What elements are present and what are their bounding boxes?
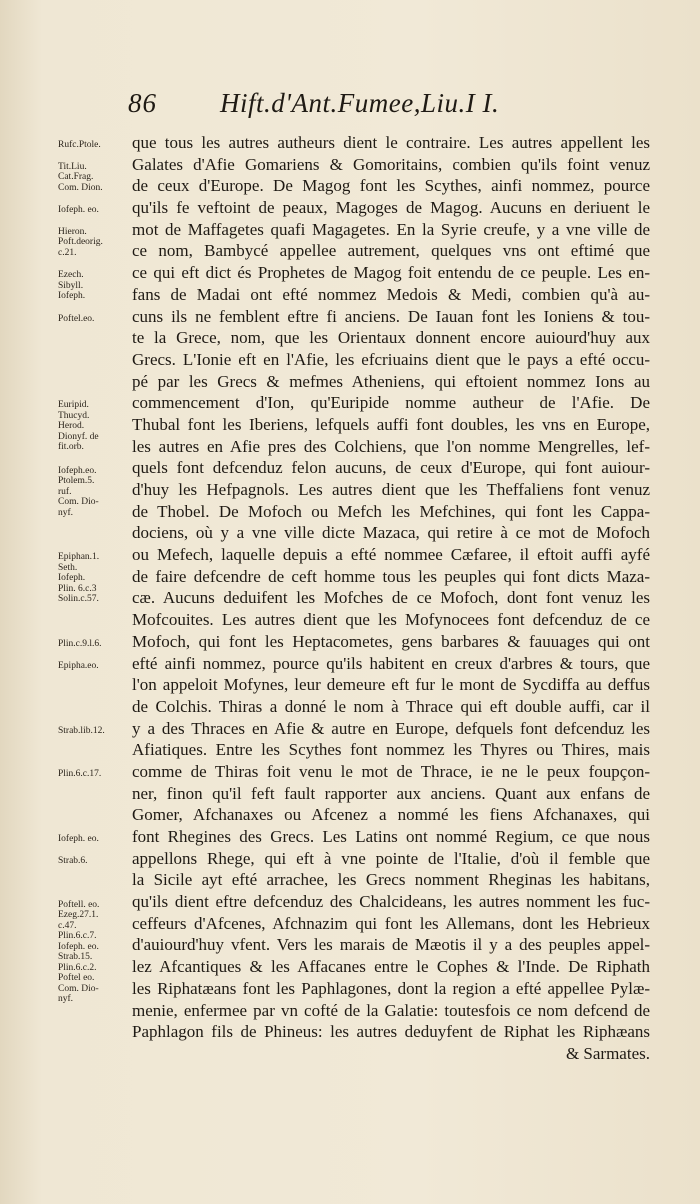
text-line: la Sicile ayt efté arrachee, les Grecs nomment Rheginas les habitans, xyxy=(132,870,650,890)
text-line: Thubal font les Iberiens, lefquels auffi font doubles, les vns en Europe, xyxy=(132,414,650,434)
text-line: les Riphatæans font les Paphlagones, dont la region a efté appellee Pylæ- xyxy=(132,978,650,998)
text-line: quels font defcenduz felon aucuns, de ceux d'Europe, qui font auiour- xyxy=(132,458,650,478)
margin-note: Epiphan.1. Seth. Iofeph. Plin. 6.c.3 Solin.c.57. xyxy=(58,552,100,605)
text-line: menie, enfermee par vn cofté de la Galatie: toutesfois ce nom defcend de xyxy=(132,1000,650,1020)
margin-note: Poftell. eo. Ezeg.27.1. c.47. Plin.6.c.7. Iofeph. eo. Strab.15. Plin.6.c.2. Poftel eo. Com. Dio- nyf. xyxy=(58,899,100,1004)
text-line: cæ. Aucuns deduifent les Mofches de ce Mofoch, dont font venuz les xyxy=(132,588,650,608)
margin-note: Poftel.eo. xyxy=(58,313,95,324)
text-line: de Thobel. De Mofoch ou Mefch les Mefchines, qui font les Cappa- xyxy=(132,501,650,521)
text-line: qu'ils dient eftre defcenduz des Chalcideans, les autres nomment les fuc- xyxy=(132,892,650,912)
text-line: de ceux d'Europe. De Magog font les Scythes, ainfi nommez, pource xyxy=(132,176,650,196)
margin-notes xyxy=(58,138,128,1038)
text-line: d'auiourd'huy vfent. Vers les marais de Mæotis il y a des peuples appel- xyxy=(132,935,650,955)
text-line: Galates d'Afie Gomariens & Gomoritains, combien qu'ils foint venuz xyxy=(132,154,650,174)
margin-note: Plin.6.c.17. xyxy=(58,769,102,780)
text-line: ce nom, Bambycé appellee autrement, quelques vns ont eftimé que xyxy=(132,241,650,261)
text-line: l'on appeloit Mofynes, leur demeure eft fur le mont de Sycdiffa au deffus xyxy=(132,675,650,695)
text-line: Afiatiques. Entre les Scythes font nommez les Thyres ou Thires, mais xyxy=(132,740,650,760)
text-line: efté ainfi nommez, pource qu'ils habitent en creux d'arbres & tours, que xyxy=(132,653,650,673)
margin-note: Strab.lib.12. xyxy=(58,725,105,736)
margin-note: Plin.c.9.l.6. xyxy=(58,639,102,650)
page-header xyxy=(128,88,668,128)
text-line: y a des Thraces en Afie & autre en Europe, defquels font defcenduz les xyxy=(132,718,650,738)
margin-note: Strab.6. xyxy=(58,856,88,867)
text-line: Gomer, Afchanaxes ou Afcenez a nommé les fiens Afchanaxes, qui xyxy=(132,805,650,825)
text-line: ou Mefech, laquelle depuis a efté nommee Cæfaree, il eftoit auffi ayfé xyxy=(132,545,650,565)
margin-note: Ezech. Sibyll. Iofeph. xyxy=(58,270,86,302)
margin-note: Iofeph. eo. xyxy=(58,205,99,216)
text-line: fans de Madai ont efté nommez Medois & Medi, combien qu'à au- xyxy=(132,284,650,304)
margin-note: Epipha.eo. xyxy=(58,660,99,671)
margin-note: Iofeph.eo. Ptolem.5. ruf. Com. Dio- nyf. xyxy=(58,465,99,518)
running-title: Hift.d'Ant.Fumee,Liu.I I. xyxy=(220,88,500,118)
margin-note: Com. Dion. xyxy=(58,183,103,194)
text-line: ceffeurs d'Afcenes, Afchnazim qui font les Allemans, dont les Hebrieux xyxy=(132,913,650,933)
text-line: ce qui eft dict és Prophetes de Magog foit entendu de ce peuple. Les en- xyxy=(132,263,650,283)
margin-note: Tit.Liu. Cat.Frag. xyxy=(58,161,94,183)
text-line: te la Grece, nom, que les Orientaux donnent encore auiourd'huy aux xyxy=(132,328,650,348)
text-line: lez Afcantiques & les Affacanes entre le Cophes & l'Inde. De Riphath xyxy=(132,957,650,977)
text-line: les autres en Afie pres des Colchiens, que l'on nomme Mengrelles, lef- xyxy=(132,436,650,456)
text-line: & Sarmates. xyxy=(565,1043,650,1063)
text-line: mot de Maffagetes quafi Magagetes. En la Syrie creufe, y a vne ville de xyxy=(132,219,650,239)
text-line: Paphlagon fils de Phineus: les autres deduyfent de Riphat les Riphæans xyxy=(132,1022,650,1042)
text-line: que tous les autres autheurs dient le contraire. Les autres appellent les xyxy=(132,133,650,152)
text-line: pé par les Grecs & mefmes Atheniens, qui eftoient nommez Ions au xyxy=(132,371,650,391)
text-line: dociens, où y a vne ville dicte Mazaca, qui retire à ce mot de Mofoch xyxy=(132,523,650,543)
text-line: de Colchis. Thiras a donné le nom à Thrace qui eft double auffi, car il xyxy=(132,696,650,716)
margin-note: Euripid. Thucyd. Herod. Dionyf. de fit.orb. xyxy=(58,400,99,453)
page-number: 86 xyxy=(128,88,157,118)
text-line: d'huy les Hefpagnols. Les autres dient que les Theffaliens font venuz xyxy=(132,480,650,499)
text-line: qu'ils fe veftoint de peaux, Magoges de Magog. Aucuns en deriuent le xyxy=(132,198,650,218)
margin-note: Rufc.Ptole. xyxy=(58,140,101,150)
text-line: appellons Rhege, qui eft à vne pointe de l'Italie, d'où il femble que xyxy=(132,848,650,868)
text-line: Mofcouites. Les autres dient que les Mofynocees font defcenduz de ce xyxy=(132,610,650,630)
margin-note: Iofeph. eo. xyxy=(58,834,99,845)
text-line: de faire defcendre de ceft homme tous les peuples qui font dicts Maza- xyxy=(132,566,650,586)
body-text xyxy=(132,132,650,1065)
text-line: Grecs. L'Ionie eft en l'Afie, les efcriuains dient que le pays a efté occu- xyxy=(132,349,650,369)
text-line: cuns ils ne femblent eftre fi anciens. De Iauan font les Ioniens & tou- xyxy=(132,306,650,326)
text-line: font Rhegines des Grecs. Les Latins ont nommé Regium, ce que nous xyxy=(132,827,650,846)
text-line: ner, finon qu'il feft fault rapporter aux anciens. Quant aux enfans de xyxy=(132,783,650,803)
text-line: commencement d'Ion, qu'Euripide nomme autheur de l'Afie. De xyxy=(132,393,650,413)
margin-note: Hieron. Poft.deorig. c.21. xyxy=(58,226,103,258)
text-line: comme de Thiras foit venu le mot de Thrace, ie ne le peux foupçon- xyxy=(132,761,650,781)
text-line: Mofoch, qui font les Heptacometes, gens barbares & fauuages qui ont xyxy=(132,631,650,651)
